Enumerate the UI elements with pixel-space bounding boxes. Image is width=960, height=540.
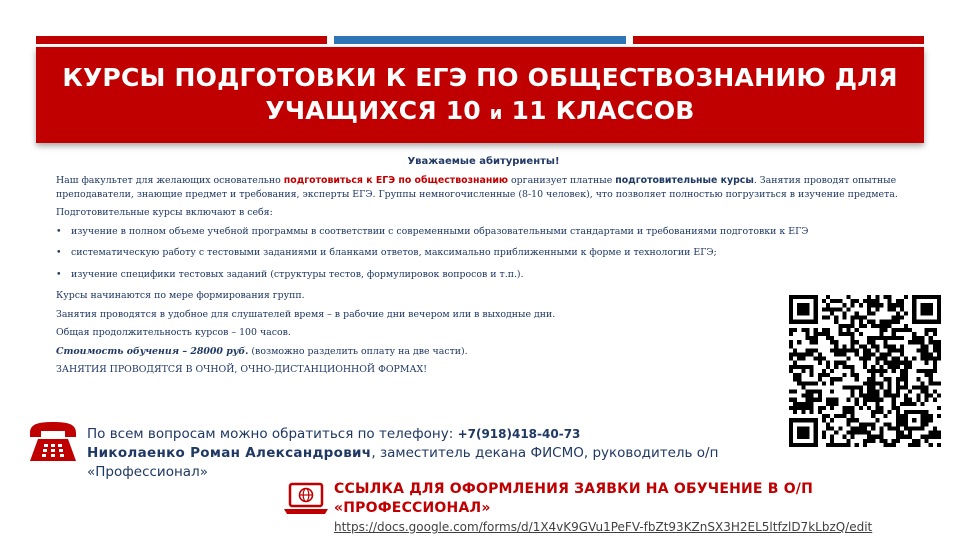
schedule-note: Занятия проводятся в удобное для слушателей время – в рабочие дни вечером или в выходные дни. bbox=[56, 308, 556, 320]
bullet-item: • систематическую работу с тестовыми заданиями и бланками ответов, максимально приближенными к форме и технологии ЕГЭ; bbox=[56, 246, 911, 260]
cost-detail: (возможно разделить оплату на две части). bbox=[251, 345, 468, 357]
greeting: Уважаемые абитуриенты! bbox=[407, 156, 560, 167]
duration-note: Общая продолжительность курсов – 100 часов. bbox=[56, 327, 291, 338]
intro-text-2: организует платные bbox=[511, 175, 613, 186]
qr-code[interactable] bbox=[789, 295, 941, 447]
title-banner bbox=[36, 47, 924, 143]
phone-icon bbox=[24, 419, 82, 465]
intro-text-3: . Занятия проводят опытные преподаватели, знающие предмет и требования, эксперты ЕГЭ. Группы немногочисленные (8-10 человек), что позволяет полностью погрузиться в изучение предмета. bbox=[56, 175, 898, 200]
application-form-link[interactable]: https://docs.google.com/forms/d/1X4vK9GVu1PeFV-fbZt93KZnSX3H2EL5ltfzlD7kLbzQ/edit bbox=[334, 520, 873, 534]
cost-label: Стоимость обучения – 28000 руб. bbox=[56, 345, 249, 357]
title-line-2-part-c: 11 КЛАССОВ bbox=[511, 95, 695, 125]
intro-highlight: подготовиться к ЕГЭ по обществознанию bbox=[283, 175, 509, 186]
contact-phone[interactable]: +7(918)418-40-73 bbox=[457, 427, 581, 441]
forms-note: ЗАНЯТИЯ ПРОВОДЯТСЯ В ОЧНОЙ, ОЧНО-ДИСТАНЦИОННОЙ ФОРМАХ! bbox=[56, 364, 427, 375]
intro-text-1: Наш факультет для желающих основательно bbox=[56, 175, 281, 186]
contact-block bbox=[87, 425, 807, 482]
intro-bold: подготовительные курсы bbox=[615, 175, 754, 186]
start-note: Курсы начинаются по мере формирования групп. bbox=[56, 290, 305, 301]
laptop-globe-icon bbox=[283, 481, 329, 517]
title-line-2-conjunction: и bbox=[489, 102, 503, 124]
contact-role: , заместитель декана ФИСМО, руководитель о/п «Профессионал» bbox=[87, 445, 719, 480]
top-stripe-red-right bbox=[633, 36, 924, 44]
intro-paragraph bbox=[56, 174, 911, 201]
contact-name: Николаенко Роман Александрович bbox=[87, 445, 372, 461]
title-line-1: КУРСЫ ПОДГОТОВКИ К ЕГЭ ПО ОБЩЕСТВОЗНАНИЮ ДЛЯ bbox=[62, 62, 898, 92]
bullet-item: • изучение в полном объеме учебной программы в соответствии с современными образовательными стандартами и требованиями подготовки к ЕГЭ bbox=[56, 225, 911, 239]
contact-intro: По всем вопросам можно обратиться по телефону: bbox=[87, 426, 454, 442]
title-line-2-part-a: УЧАЩИХСЯ 10 bbox=[265, 95, 481, 125]
includes-heading: Подготовительные курсы включают в себя: bbox=[56, 207, 273, 218]
title-line-2 bbox=[265, 94, 694, 130]
bullet-list bbox=[56, 225, 911, 282]
top-stripe-red-left bbox=[36, 36, 327, 44]
top-stripe-blue bbox=[334, 36, 626, 44]
application-link-title: ССЫЛКА ДЛЯ ОФОРМЛЕНИЯ ЗАЯВКИ НА ОБУЧЕНИЕ В О/П «ПРОФЕССИОНАЛ» bbox=[334, 481, 814, 516]
cost-note bbox=[56, 345, 776, 359]
info-content bbox=[56, 156, 911, 382]
bullet-item: • изучение специфики тестовых заданий (структуры тестов, формулировок вопросов и т.п.). bbox=[56, 268, 911, 282]
